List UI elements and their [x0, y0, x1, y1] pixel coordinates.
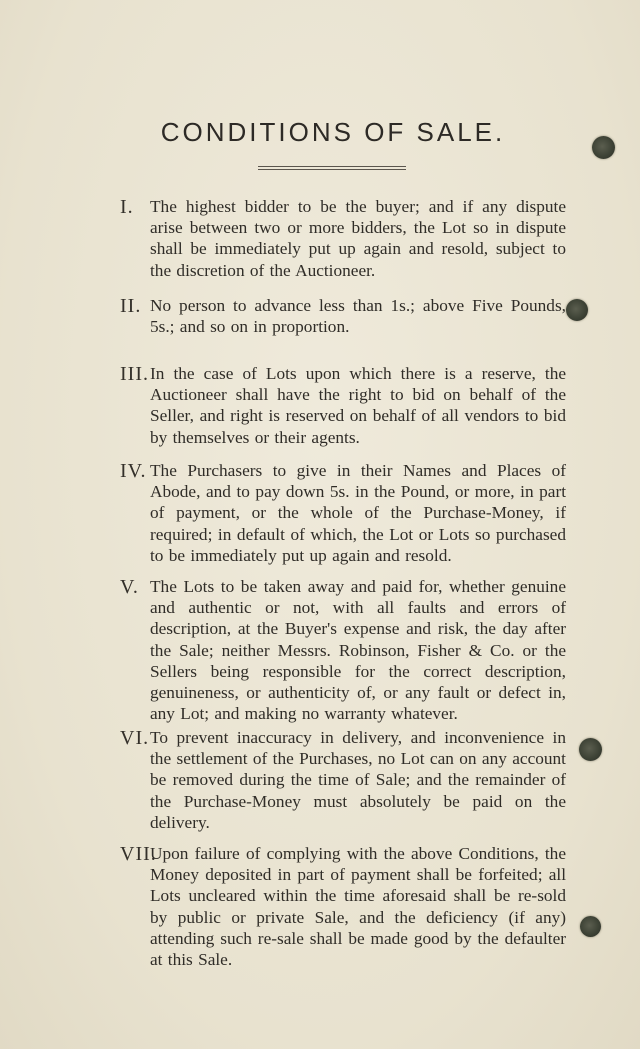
- condition-numeral: VI.: [120, 727, 150, 749]
- binding-hole: [579, 738, 602, 761]
- binding-hole: [592, 136, 615, 159]
- binding-hole: [566, 299, 588, 321]
- condition-text: The highest bidder to be the buyer; and if any dispute arise between two or more bidders, the Lot so in dispute shall be immediately put up again and resold, subject to the discretion of the Auctioneer.: [150, 197, 566, 280]
- condition-numeral: III.: [120, 363, 149, 385]
- condition-text: The Lots to be taken away and paid for, whether genuine and authentic or not, with all faults and errors of description, at the Buyer's expense and risk, the day after the Sale; neither Messrs. Robinson, Fisher & Co. or the Sellers being responsible for the correct description, genuineness, or authenticity of, or any fault or defect in, any Lot; and making no warranty whatever.: [150, 577, 566, 724]
- binding-hole: [580, 916, 601, 937]
- condition-text: In the case of Lots upon which there is a reserve, the Auctioneer shall have the right to bid on behalf of the Seller, and right is reserved on behalf of all vendors to bid by themselves or their agents.: [150, 364, 566, 447]
- condition-text: The Purchasers to give in their Names and Places of Abode, and to pay down 5s. in the Pound, or more, in part of payment, or the whole of the Purchase-Money, if required; in default of which, the Lot or Lots so purchased to be immediately put up again and resold.: [150, 461, 566, 565]
- condition-numeral: I.: [120, 196, 134, 218]
- condition-text: No person to advance less than 1s.; above Five Pounds, 5s.; and so on in proportion.: [150, 296, 566, 337]
- title-divider: [258, 166, 406, 170]
- page-title: CONDITIONS OF SALE.: [160, 117, 506, 147]
- condition-numeral: VII.: [120, 843, 157, 865]
- condition-text: Upon failure of complying with the above Conditions, the Money deposited in part of payment shall be forfeited; all Lots uncleared within the time aforesaid shall be re-sold by public or private Sale, and the deficiency (if any) attending such re-sale shall be made good by the defaulter at this Sale.: [150, 844, 566, 970]
- condition-numeral: IV.: [120, 460, 147, 482]
- condition-numeral: II.: [120, 295, 142, 317]
- condition-text: To prevent inaccuracy in delivery, and inconvenience in the settlement of the Purchases, no Lot can on any account be removed during the time of Sale; and the remainder of the Purchase-Money must absolutely be paid on the delivery.: [150, 728, 566, 832]
- condition-numeral: V.: [120, 576, 139, 598]
